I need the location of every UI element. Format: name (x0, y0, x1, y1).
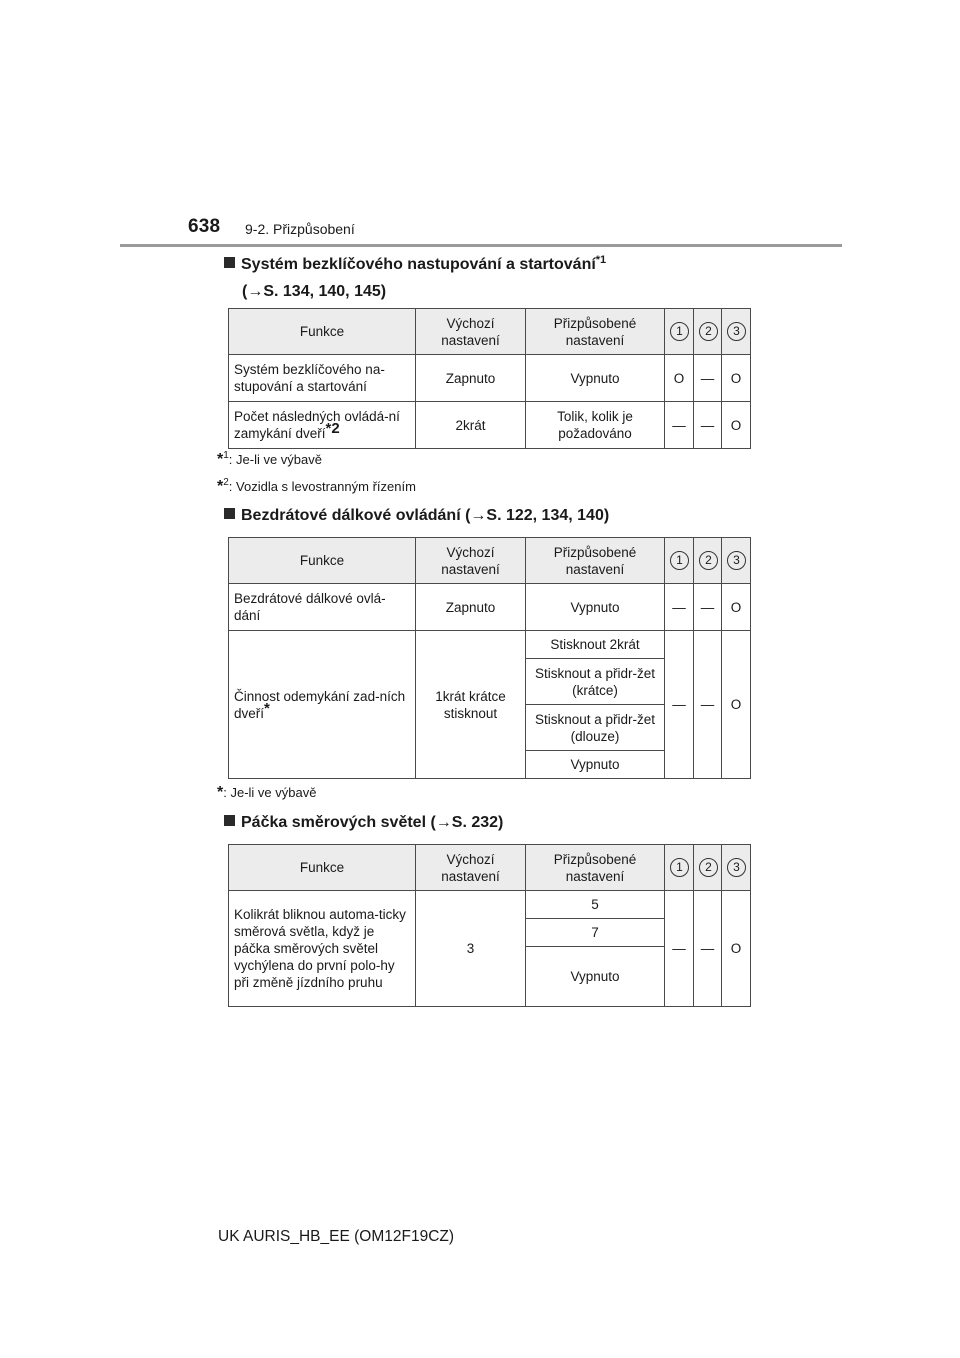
footnote-text: : Je-li ve výbavě (223, 785, 317, 800)
table-header-row (229, 309, 751, 355)
cell-option: Stisknout a přidr-žet (krátce) (526, 659, 665, 705)
heading-keyless-entry (224, 254, 606, 303)
cell-col1: — (665, 631, 694, 779)
cell-col3: O (722, 584, 751, 631)
heading-text: Bezdrátové dálkové ovládání (→S. 122, 134, 140) (241, 507, 610, 524)
heading-text: Páčka směrových světel (→S. 232) (241, 814, 504, 831)
footnote-mark: * (217, 784, 224, 801)
footnote-text: : Je-li ve výbavě (228, 452, 322, 467)
cell-col3: O (722, 355, 751, 402)
cell-default: 3 (416, 891, 526, 1007)
cell-option: Stisknout 2krát (526, 631, 665, 659)
col-header-default: Výchozí nastavení (416, 538, 526, 584)
cell-col1: O (665, 355, 694, 402)
col-header-1 (665, 845, 694, 891)
cell-col3: O (722, 631, 751, 779)
col-header-2 (694, 309, 722, 355)
footnote-mark: * (217, 451, 224, 468)
col-header-custom: Přizpůsobené nastavení (526, 845, 665, 891)
table-row (229, 355, 751, 402)
cell-function-text: Činnost odemykání zad-ních dveří (234, 688, 406, 721)
cell-col2: — (694, 584, 722, 631)
cell-option: Vypnuto (526, 947, 665, 1007)
heading-reference: (→S. 134, 140, 145) (242, 283, 387, 300)
cell-col2: — (694, 402, 722, 449)
col-header-2 (694, 845, 722, 891)
table-row (229, 402, 751, 449)
cell-default: Zapnuto (416, 355, 526, 402)
footnote-2 (217, 478, 416, 496)
circled-number-2: 2 (699, 322, 718, 341)
col-header-1 (665, 309, 694, 355)
col-header-default: Výchozí nastavení (416, 845, 526, 891)
circled-number-3: 3 (727, 858, 746, 877)
square-bullet-icon (224, 508, 235, 519)
header-divider (120, 244, 842, 247)
table-row (229, 891, 751, 919)
heading-wireless-remote (224, 505, 609, 527)
cell-custom: Vypnuto (526, 584, 665, 631)
heading-text: Systém bezklíčového nastupování a startování (241, 256, 596, 273)
cell-option: 7 (526, 919, 665, 947)
circled-number-1: 1 (670, 858, 689, 877)
circled-number-1: 1 (670, 551, 689, 570)
table-row (229, 584, 751, 631)
col-header-3 (722, 538, 751, 584)
cell-col1: — (665, 891, 694, 1007)
footnote-number: 1 (223, 450, 229, 461)
circled-number-3: 3 (727, 551, 746, 570)
heading-superscript: *1 (595, 254, 607, 266)
cell-col3: O (722, 402, 751, 449)
footnote-ref: * (264, 699, 270, 717)
circled-number-3: 3 (727, 322, 746, 341)
cell-col1: — (665, 402, 694, 449)
cell-col2: — (694, 355, 722, 402)
cell-option: Vypnuto (526, 751, 665, 779)
cell-col2: — (694, 631, 722, 779)
footnote-number: 2 (223, 477, 229, 488)
circled-number-2: 2 (699, 858, 718, 877)
cell-function: Bezdrátové dálkové ovlá-dání (229, 584, 416, 631)
settings-table-wireless (228, 537, 751, 779)
col-header-function: Funkce (229, 309, 416, 355)
col-header-function: Funkce (229, 845, 416, 891)
cell-function-text: Počet následných ovládá-ní zamykání dveří (234, 409, 400, 441)
cell-option: 5 (526, 891, 665, 919)
col-header-3 (722, 845, 751, 891)
cell-function: Kolikrát bliknou automa-ticky směrová světla, když je páčka směrových světel vychýlena do první polo-hy při změně jízdního pruhu (229, 891, 416, 1007)
cell-default: Zapnuto (416, 584, 526, 631)
table-header-row (229, 538, 751, 584)
cell-default: 1krát krátce stisknout (416, 631, 526, 779)
col-header-function: Funkce (229, 538, 416, 584)
cell-default: 2krát (416, 402, 526, 449)
col-header-custom: Přizpůsobené nastavení (526, 309, 665, 355)
square-bullet-icon (224, 257, 235, 268)
page-number: 638 (188, 216, 221, 237)
table-row (229, 631, 751, 659)
cell-col1: — (665, 584, 694, 631)
col-header-default: Výchozí nastavení (416, 309, 526, 355)
settings-table-turn-signal (228, 844, 751, 1007)
footnote-mark: * (217, 478, 224, 495)
heading-turn-signal (224, 812, 503, 834)
cell-function (229, 402, 416, 449)
document-id: UK AURIS_HB_EE (OM12F19CZ) (218, 1228, 455, 1245)
col-header-2 (694, 538, 722, 584)
square-bullet-icon (224, 815, 235, 826)
footnote-3 (217, 784, 316, 802)
footnote-text: : Vozidla s levostranným řízením (228, 479, 416, 494)
cell-function (229, 631, 416, 779)
section-title: 9-2. Přizpůsobení (245, 221, 355, 237)
footnote-1 (217, 451, 322, 469)
cell-custom: Vypnuto (526, 355, 665, 402)
table-header-row (229, 845, 751, 891)
cell-option: Stisknout a přidr-žet (dlouze) (526, 705, 665, 751)
cell-col2: — (694, 891, 722, 1007)
circled-number-1: 1 (670, 322, 689, 341)
col-header-3 (722, 309, 751, 355)
cell-col3: O (722, 891, 751, 1007)
cell-custom: Tolik, kolik je požadováno (526, 402, 665, 449)
circled-number-2: 2 (699, 551, 718, 570)
col-header-1 (665, 538, 694, 584)
cell-function: Systém bezklíčového na-stupování a startování (229, 355, 416, 402)
settings-table-keyless (228, 308, 751, 449)
footnote-ref: *2 (325, 420, 340, 437)
col-header-custom: Přizpůsobené nastavení (526, 538, 665, 584)
